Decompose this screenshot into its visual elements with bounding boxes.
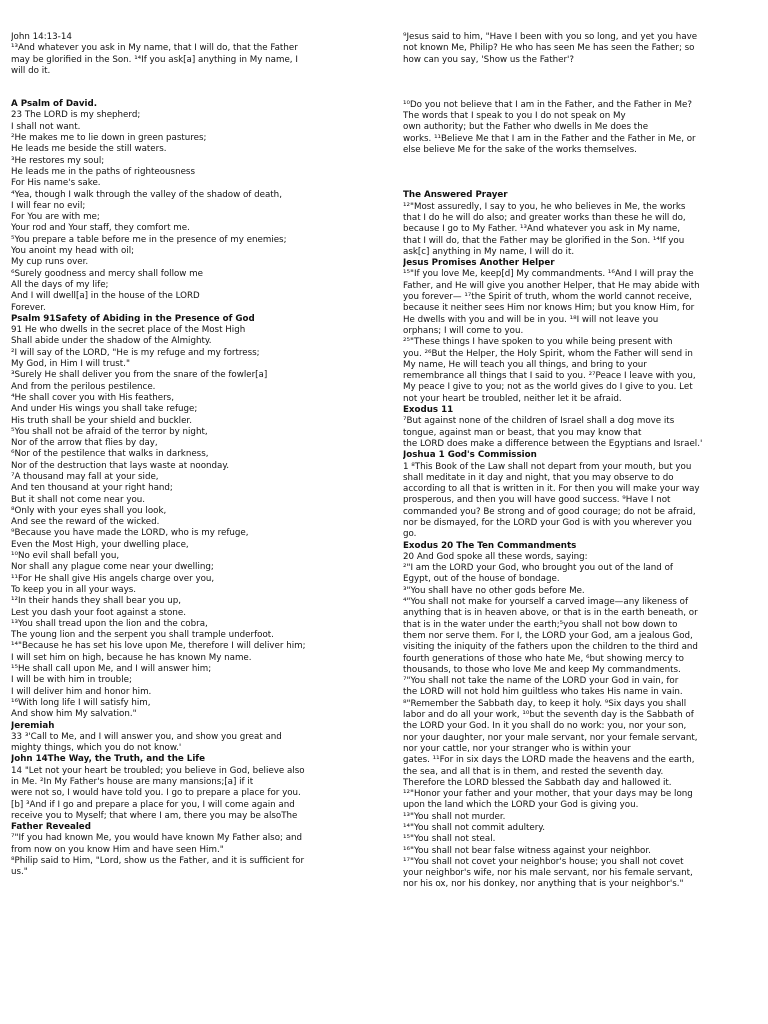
text-line: tongue, against man or beast, that you may know that (403, 427, 642, 438)
text-line: Therefore the LORD blessed the Sabbath day and hallowed it. (403, 777, 672, 788)
text-line: For You are with me; (11, 212, 100, 223)
text-line: you. ²⁶But the Helper, the Holy Spirit, whom the Father will send in (403, 348, 693, 359)
text-line: And show him My salvation." (11, 709, 137, 720)
text-line: ⁷"You shall not take the name of the LORD your God in vain, for (403, 676, 679, 687)
text-line: gates. ¹¹For in six days the LORD made the heavens and the earth, (403, 755, 695, 766)
text-line: You anoint my head with oil; (11, 246, 135, 257)
text-line: ⁷But against none of the children of Israel shall a dog move its (403, 416, 675, 427)
text-line: the LORD does make a difference between the Egyptians and Israel.' (403, 438, 703, 449)
section-heading: Joshua 1 God's Commission (403, 450, 537, 461)
text-line: ¹⁶"You shall not bear false witness against your neighbor. (403, 845, 651, 856)
text-line: ⁴Yea, though I walk through the valley of the shadow of death, (11, 189, 282, 200)
section-heading: The Answered Prayer (403, 190, 508, 201)
text-line: prosperous, and then you will have good success. ⁹Have I not (403, 495, 671, 506)
text-line: ¹²In their hands they shall bear you up, (11, 596, 182, 607)
text-line: ³Surely He shall deliver you from the snare of the fowler[a] (11, 370, 268, 381)
text-line: Shall abide under the shadow of the Almighty. (11, 336, 212, 347)
text-line: ¹⁵"If you love Me, keep[d] My commandments. ¹⁶And I will pray the (403, 269, 694, 280)
text-line: And I will dwell[a] in the house of the LORD (11, 291, 200, 302)
text-line: He leads me beside the still waters. (11, 144, 167, 155)
text-line: nor his ox, nor his donkey, nor anything that is your neighbor's." (403, 879, 684, 890)
text-line: ¹³And whatever you ask in My name, that I will do, that the Father (11, 43, 298, 54)
text-line: the LORD your God. In it you shall do no work: you, nor your son, (403, 721, 687, 732)
text-line: anything that is in heaven above, or that is in the earth beneath, or (403, 608, 698, 619)
text-line: ⁷"If you had known Me, you would have known My Father also; and (11, 833, 303, 844)
text-line: not your heart be troubled, neither let it be afraid. (403, 393, 622, 404)
text-line: remembrance all things that I said to you. ²⁷Peace I leave with you, (403, 371, 696, 382)
text-line: [b] ³And if I go and prepare a place for you, I will come again and (11, 799, 295, 810)
text-line: upon the land which the LORD your God is giving you. (403, 800, 639, 811)
text-line: And see the reward of the wicked. (11, 517, 160, 528)
text-line: ⁸"Remember the Sabbath day, to keep it holy. ⁹Six days you shall (403, 698, 687, 709)
text-line: that is in the water under the earth;⁵you shall not bow down to (403, 619, 678, 630)
text-line: ¹²"Honor your father and your mother, that your days may be long (403, 789, 693, 800)
paragraph-gap (403, 156, 755, 190)
paragraph-gap (11, 77, 361, 99)
text-line: Father, and He will give you another Helper, that He may abide with (403, 280, 700, 291)
text-line: ³He restores my soul; (11, 155, 105, 166)
text-line: My cup runs over. (11, 257, 89, 268)
text-line: Egypt, out of the house of bondage. (403, 574, 560, 585)
text-line: from now on you know Him and have seen Him." (11, 844, 224, 855)
text-line: He leads me in the paths of righteousness (11, 166, 195, 177)
text-line: Your rod and Your staff, they comfort me. (11, 223, 190, 234)
text-line: labor and do all your work, ¹⁰but the seventh day is the Sabbath of (403, 710, 694, 721)
text-line: ¹³You shall tread upon the lion and the cobra, (11, 618, 208, 629)
text-line: else believe Me for the sake of the works themselves. (403, 145, 637, 156)
text-line: My God, in Him I will trust." (11, 359, 130, 370)
text-line: own authority; but the Father who dwells in Me does the (403, 122, 649, 133)
left-column (11, 32, 361, 879)
text-line: orphans; I will come to you. (403, 325, 524, 336)
text-line: And from the perilous pestilence. (11, 381, 156, 392)
text-line: All the days of my life; (11, 279, 109, 290)
text-line: fourth generations of those who hate Me, ⁶but showing mercy to (403, 653, 684, 664)
text-line: ⁹Because you have made the LORD, who is my refuge, (11, 528, 249, 539)
text-line: nor your cattle, nor your stranger who is within your (403, 743, 631, 754)
text-line: ¹⁷"You shall not covet your neighbor's house; you shall not covet (403, 856, 684, 867)
text-line: according to all that is written in it. For then you will make your way (403, 484, 700, 495)
text-line: how can you say, 'Show us the Father'? (403, 54, 575, 65)
text-line: ¹⁴"You shall not commit adultery. (403, 823, 545, 833)
text-line: ¹⁶With long life I will satisfy him, (11, 697, 151, 708)
text-line: were not so, I would have told you. I go to prepare a place for you. (11, 788, 301, 799)
text-line: ⁶Surely goodness and mercy shall follow me (11, 268, 203, 279)
text-line: ¹⁴"Because he has set his love upon Me, therefore I will deliver him; (11, 641, 306, 652)
section-heading: Father Revealed (11, 822, 91, 833)
text-line: 23 The LORD is my shepherd; (11, 110, 141, 121)
text-line: ²"I am the LORD your God, who brought you out of the land of (403, 563, 673, 574)
text-line: ⁷A thousand may fall at your side, (11, 471, 159, 482)
text-line: Nor of the destruction that lays waste at noonday. (11, 460, 230, 471)
text-line: 1 ⁸This Book of the Law shall not depart from your mouth, but you (403, 461, 692, 472)
text-line: ask[c] anything in My name, I will do it. (403, 246, 575, 257)
text-line: 20 And God spoke all these words, saying: (403, 551, 588, 562)
text-line: ³"You shall have no other gods before Me. (403, 585, 585, 596)
text-line: may be glorified in the Son. ¹⁴If you ask[a] anything in My name, I (11, 54, 298, 65)
text-line: will do it. (11, 65, 51, 76)
text-line: The young lion and the serpent you shall trample underfoot. (11, 630, 274, 641)
text-line: John 14:13-14 (11, 32, 72, 42)
text-line: ¹³"You shall not murder. (403, 811, 506, 822)
text-line: ²⁵"These things I have spoken to you while being present with (403, 337, 673, 348)
text-line: go. (403, 529, 417, 540)
text-line: visiting the iniquity of the fathers upon the children to the third and (403, 642, 698, 653)
text-line: ⁸Philip said to Him, "Lord, show us the Father, and it is sufficient for (11, 856, 305, 867)
text-line: them nor serve them. For I, the LORD your God, am a jealous God, (403, 630, 693, 641)
text-line: ¹⁰No evil shall befall you, (11, 551, 120, 562)
text-line: ²I will say of the LORD, "He is my refuge and my fortress; (11, 347, 260, 358)
text-line: 91 He who dwells in the secret place of the Most High (11, 325, 246, 336)
text-line: works. ¹¹Believe Me that I am in the Father and the Father in Me, or (403, 133, 696, 144)
text-line: I will be with him in trouble; (11, 675, 132, 686)
text-line: My peace I give to you; not as the world gives do I give to you. Let (403, 382, 693, 393)
text-line: ⁴"You shall not make for yourself a carved image—any likeness of (403, 597, 689, 608)
text-line: His truth shall be your shield and buckler. (11, 415, 192, 426)
text-line: And under His wings you shall take refuge; (11, 404, 198, 415)
text-line: The words that I speak to you I do not speak on My (403, 111, 626, 122)
section-heading: Psalm 91Safety of Abiding in the Presence of God (11, 313, 255, 324)
text-line: nor be dismayed, for the LORD your God is with you wherever you (403, 517, 692, 528)
text-line: For His name's sake. (11, 178, 101, 189)
section-heading: Exodus 11 (403, 405, 454, 416)
text-line: ⁸Only with your eyes shall you look, (11, 505, 167, 516)
text-line: I shall not want. (11, 121, 81, 132)
text-line: ¹¹For He shall give His angels charge over you, (11, 573, 215, 584)
text-line: receive you to Myself; that where I am, there you may be alsoThe (11, 810, 298, 821)
text-line: ¹²"Most assuredly, I say to you, he who believes in Me, the works (403, 201, 686, 212)
text-line: ¹⁵He shall call upon Me, and I will answer him; (11, 664, 212, 675)
text-line: And ten thousand at your right hand; (11, 483, 173, 494)
section-heading: A Psalm of David. (11, 99, 98, 110)
text-line: you forever— ¹⁷the Spirit of truth, whom the world cannot receive, (403, 292, 692, 303)
text-line: commanded you? Be strong and of good courage; do not be afraid, (403, 506, 696, 517)
text-line: ¹⁵"You shall not steal. (403, 834, 496, 845)
text-line: shall meditate in it day and night, that you may observe to do (403, 472, 674, 483)
text-line: thousands, to those who love Me and keep My commandments. (403, 664, 681, 675)
text-line: ²He makes me to lie down in green pastures; (11, 133, 207, 144)
text-line: because it neither sees Him nor knows Him; but you know Him, for (403, 303, 695, 314)
text-line: ¹⁰Do you not believe that I am in the Father, and the Father in Me? (403, 99, 692, 110)
text-line: not known Me, Philip? He who has seen Me has seen the Father; so (403, 43, 695, 54)
text-line: nor your daughter, nor your male servant, nor your female servant, (403, 732, 698, 743)
section-heading: John 14The Way, the Truth, and the Life (11, 754, 205, 765)
text-line: the sea, and all that is in them, and rested the seventh day. (403, 766, 664, 777)
text-line: My name, He will teach you all things, and bring to your (403, 359, 647, 370)
text-line: Forever. (11, 302, 46, 313)
section-heading: Jeremiah (11, 720, 55, 731)
text-line: ⁴He shall cover you with His feathers, (11, 392, 174, 403)
text-line: because I go to My Father. ¹³And whatever you ask in My name, (403, 224, 681, 235)
text-line: To keep you in all your ways. (11, 584, 137, 595)
text-line: in Me. ²In My Father's house are many mansions;[a] if it (11, 777, 254, 787)
text-line: Nor of the arrow that flies by day, (11, 438, 158, 449)
text-line: mighty things, which you do not know.' (11, 743, 182, 754)
paragraph-gap (403, 66, 755, 100)
text-line: ⁵You prepare a table before me in the presence of my enemies; (11, 234, 287, 245)
section-heading: Exodus 20 The Ten Commandments (403, 540, 577, 551)
text-line: us." (11, 867, 28, 878)
text-line: I will deliver him and honor him. (11, 686, 152, 697)
text-line: He dwells with you and will be in you. ¹⁸I will not leave you (403, 314, 659, 325)
text-line: ⁵You shall not be afraid of the terror by night, (11, 426, 208, 437)
text-line: Nor shall any plague come near your dwelling; (11, 562, 214, 573)
text-line: ⁶Nor of the pestilence that walks in darkness, (11, 449, 209, 460)
section-heading: Jesus Promises Another Helper (403, 258, 555, 269)
text-line: I will set him on high, because he has known My name. (11, 652, 252, 663)
text-line: Lest you dash your foot against a stone. (11, 607, 186, 618)
text-line: 14 "Let not your heart be troubled; you believe in God, believe also (11, 765, 305, 776)
text-line: But it shall not come near you. (11, 494, 146, 505)
text-line: that I will do, that the Father may be glorified in the Son. ¹⁴If you (403, 235, 685, 246)
text-line: your neighbor's wife, nor his male servant, nor his female servant, (403, 868, 693, 879)
text-line: Even the Most High, your dwelling place, (11, 539, 189, 550)
text-line: the LORD will not hold him guiltless who takes His name in vain. (403, 687, 683, 698)
text-line: 33 ³'Call to Me, and I will answer you, and show you great and (11, 731, 282, 742)
text-line: ⁹Jesus said to him, "Have I been with you so long, and yet you have (403, 32, 698, 42)
text-line: that I do he will do also; and greater works than these he will do, (403, 212, 686, 223)
right-column (403, 32, 755, 891)
text-line: I will fear no evil; (11, 200, 86, 211)
